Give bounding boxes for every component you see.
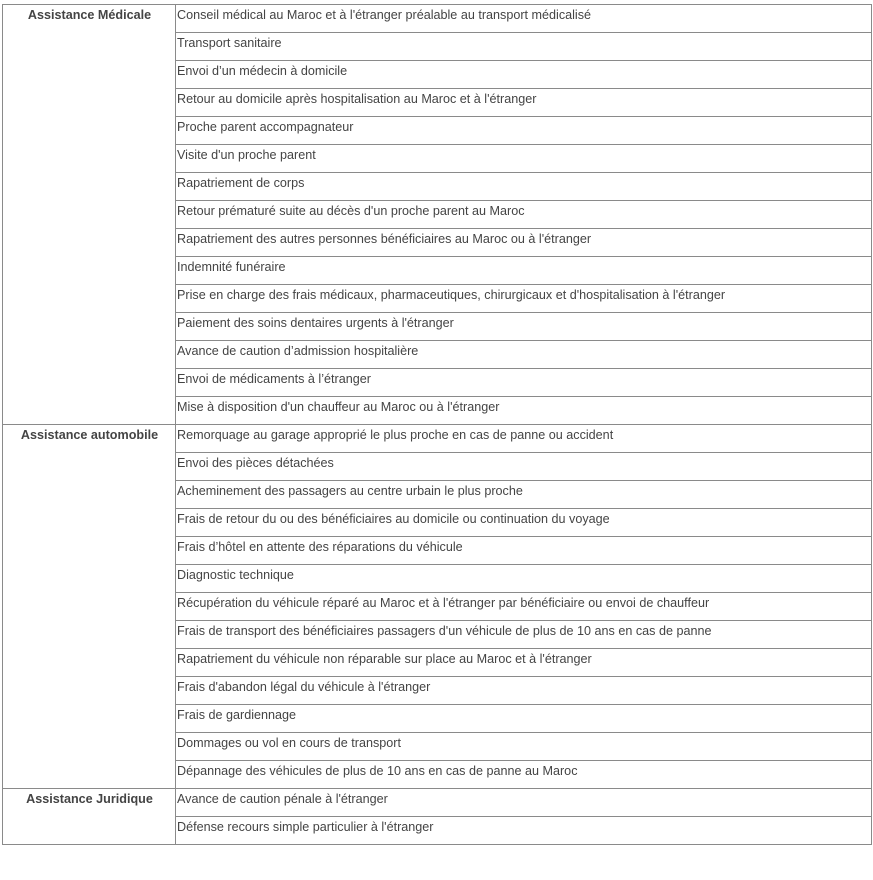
service-cell: Paiement des soins dentaires urgents à l'étranger bbox=[176, 313, 872, 341]
service-cell: Frais d'abandon légal du véhicule à l'étranger bbox=[176, 677, 872, 705]
service-cell: Retour prématuré suite au décès d'un proche parent au Maroc bbox=[176, 201, 872, 229]
coverage-table-container bbox=[2, 4, 871, 845]
table-row bbox=[3, 5, 872, 33]
category-cell: Assistance Médicale bbox=[3, 5, 176, 425]
service-cell: Récupération du véhicule réparé au Maroc et à l'étranger par bénéficiaire ou envoi de chauffeur bbox=[176, 593, 872, 621]
service-cell: Avance de caution pénale à l'étranger bbox=[176, 789, 872, 817]
service-cell: Frais d’hôtel en attente des réparations du véhicule bbox=[176, 537, 872, 565]
service-cell: Retour au domicile après hospitalisation au Maroc et à l'étranger bbox=[176, 89, 872, 117]
service-cell: Remorquage au garage approprié le plus proche en cas de panne ou accident bbox=[176, 425, 872, 453]
service-cell: Indemnité funéraire bbox=[176, 257, 872, 285]
service-cell: Envoi de médicaments à l’étranger bbox=[176, 369, 872, 397]
coverage-table bbox=[2, 4, 872, 845]
service-cell: Mise à disposition d'un chauffeur au Maroc ou à l'étranger bbox=[176, 397, 872, 425]
service-cell: Proche parent accompagnateur bbox=[176, 117, 872, 145]
service-cell: Envoi d’un médecin à domicile bbox=[176, 61, 872, 89]
service-cell: Diagnostic technique bbox=[176, 565, 872, 593]
service-cell: Visite d'un proche parent bbox=[176, 145, 872, 173]
service-cell: Transport sanitaire bbox=[176, 33, 872, 61]
service-cell: Défense recours simple particulier à l'étranger bbox=[176, 817, 872, 845]
service-cell: Frais de gardiennage bbox=[176, 705, 872, 733]
service-cell: Rapatriement des autres personnes bénéficiaires au Maroc ou à l'étranger bbox=[176, 229, 872, 257]
service-cell: Envoi des pièces détachées bbox=[176, 453, 872, 481]
service-cell: Dommages ou vol en cours de transport bbox=[176, 733, 872, 761]
service-cell: Prise en charge des frais médicaux, pharmaceutiques, chirurgicaux et d'hospitalisation à l'étranger bbox=[176, 285, 872, 313]
table-row bbox=[3, 789, 872, 817]
category-cell: Assistance automobile bbox=[3, 425, 176, 789]
service-cell: Dépannage des véhicules de plus de 10 ans en cas de panne au Maroc bbox=[176, 761, 872, 789]
service-cell: Rapatriement du véhicule non réparable sur place au Maroc et à l'étranger bbox=[176, 649, 872, 677]
table-row bbox=[3, 425, 872, 453]
service-cell: Rapatriement de corps bbox=[176, 173, 872, 201]
coverage-table-body bbox=[3, 5, 872, 845]
service-cell: Frais de transport des bénéficiaires passagers d'un véhicule de plus de 10 ans en cas de panne bbox=[176, 621, 872, 649]
category-cell: Assistance Juridique bbox=[3, 789, 176, 845]
service-cell: Acheminement des passagers au centre urbain le plus proche bbox=[176, 481, 872, 509]
service-cell: Avance de caution d’admission hospitalière bbox=[176, 341, 872, 369]
service-cell: Conseil médical au Maroc et à l'étranger préalable au transport médicalisé bbox=[176, 5, 872, 33]
service-cell: Frais de retour du ou des bénéficiaires au domicile ou continuation du voyage bbox=[176, 509, 872, 537]
